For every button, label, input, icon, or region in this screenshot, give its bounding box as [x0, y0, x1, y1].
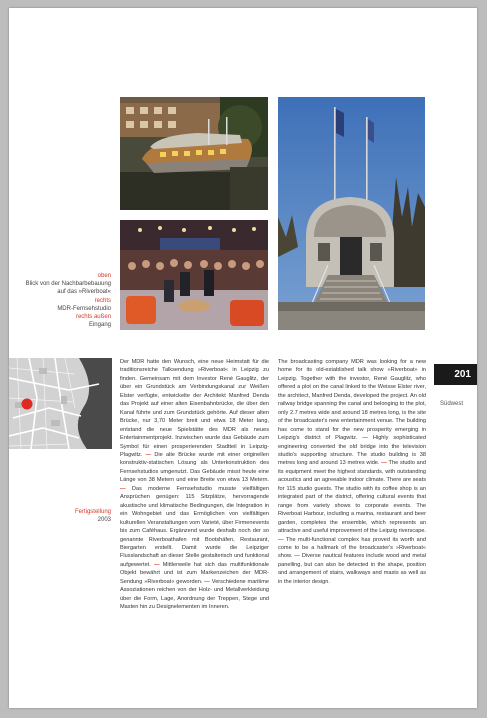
location-map: [9, 358, 112, 449]
photo-entrance: [278, 97, 425, 330]
separator-dash: —: [362, 435, 368, 442]
german-text-c: Das moderne Fernsehstudio musste vielfältigen Ansprüchen genügen: 115 Sitzplätze, hervorragende akustische und klimatische Bedingungen, die Integration in ein Wohngebiet und das Ermöglichen von vielfältigen kulturellen Veranstaltungen vom Varieté, über Firmenevents bis zum Caféhaus. Ergänzend wurde deshalb noch der so genannte Riverboathafen mit Bootshäfen, Restaurant, Biergarten erstellt. Damit wurde die Leipziger Flusslandschaft an dieser Stelle gestalterisch und funktional aufgewertet.: [120, 485, 269, 568]
photo-captions: [20, 272, 111, 329]
german-text-d: Mittlerweile hat sich das multifunktionale Objekt bewährt und ist zum Markenzeichen der MDR-Sendung »Riverboat« geworden.: [120, 561, 269, 585]
separator-dash: —: [381, 460, 387, 467]
completion-year: 2003: [97, 517, 111, 524]
english-text-e: Diverse nautical features include wood and metal panelling, but can also be detected in the shape, position and arrangement of stairs, walkways and masts as well as in the interior design.: [278, 553, 427, 585]
photo-tv-studio-interior: [120, 220, 268, 330]
separator-dash: —: [145, 451, 152, 458]
german-paragraph: [120, 358, 269, 612]
section-label: Südwest: [440, 401, 464, 407]
caption-top-label: oben: [97, 273, 111, 279]
english-text-c: The studio and its equipment meet the highest standards, with outstanding acoustics and an agreeable indoor climate. There are seats for 115 studio guests. The studio with its coffee shop is an integrated part of the district, offering cultural events that range from variety shows to corporate events. The Riverboat Harbour, including a marina, restaurant and beer garden, completes the ensemble, which represents an attractive and useful improvement of the Leipzig riverscape.: [278, 460, 427, 535]
english-paragraph: [278, 358, 426, 586]
caption-top-text-2: auf das »Riverboat«: [57, 289, 111, 296]
english-text-column: [278, 358, 426, 586]
german-text-b: Die alte Brücke wurde mit einer originellen konstruktiv-statischen Lösung als Unterkonstruktion des Fernsehstudios umgenutzt. Das Gebäude misst heute eine Länge von 38 Metern und eine Breite von etwa 13 Metern.: [120, 451, 269, 484]
caption-right-outer-label: rechts außen: [75, 314, 111, 321]
completion-label: Fertigstellung: [74, 509, 111, 515]
separator-dash: —: [204, 578, 210, 585]
separator-dash: —: [153, 561, 160, 568]
page-number: 201: [454, 369, 471, 380]
english-text-d: The multi-functional complex has proved its worth and come to be a hallmark of the broadcaster's »Riverboat« show.: [278, 536, 426, 560]
separator-dash: —: [120, 485, 126, 492]
caption-right-label: rechts: [94, 297, 111, 304]
german-text-e: Verschiedene maritime Assoziationen reichen von der Holz- und Metallverkleidung über die Form, Lage, Anordnung der Treppen, Stege und Masten hin zu Designelementen im Inneren.: [120, 578, 269, 611]
caption-right-text: MDR-Fernsehstudio: [57, 305, 111, 312]
german-text-a: Der MDR hatte den Wunsch, eine neue Heimstatt für die traditionsreiche Talksendung »Riverboat« in Leipzig zu finden. Gemeinsam mit dem Investor René Gauglitz, der über ein Grundstück am Verbindungskanal zur Weißen Elster verfügte, entwickelte der Architekt Manfred Denda das Projekt auf einer alten Eisenbahnbrücke, die über den Kanal führte und zum Grundstück gehörte. Auf dieser alten Brücke, nur 3,70 Meter breit und etwa 18 Meter lang, entstand die neue Spielstätte des MDR als neues Entertainmentprojekt. Inzwischen wurde das Gebäude zum Symbol für einen prosperierenden Stadtteil in Leipzig-Plagwitz.: [120, 359, 269, 458]
separator-dash: —: [294, 553, 300, 560]
separator-dash: —: [278, 536, 284, 543]
caption-right-outer-text: Eingang: [88, 322, 111, 329]
english-text-b: Highly sophisticated engineering converted the old bridge into the television studio's supporting structure. The studio building is 38 metres long and around 13 metres wide.: [278, 435, 426, 467]
photo-riverboat-exterior: [120, 97, 268, 210]
english-text-a: The broadcasting company MDR was looking for a new home for its old-established talk show »Riverboat« in Leipzig. Together with the investor, René Gauglitz, who offered a plot on the canal linked to the Weisse Elster river, the architect, Manfred Denda, developed the project. An old railway bridge spanning the canal and belonging to the plot, only 2.7 metres wide and around 18 metres long, is the site of the broadcaster's new entertainment venue. The building has come to stand for the new prosperity emerging in Leipzig's district of Plagwitz.: [278, 359, 426, 442]
map-caption: [20, 508, 111, 524]
german-text-column: [120, 358, 269, 612]
page-number-tab: [434, 364, 477, 385]
caption-top-text: Blick von der Nachbarbebauung: [25, 281, 111, 288]
